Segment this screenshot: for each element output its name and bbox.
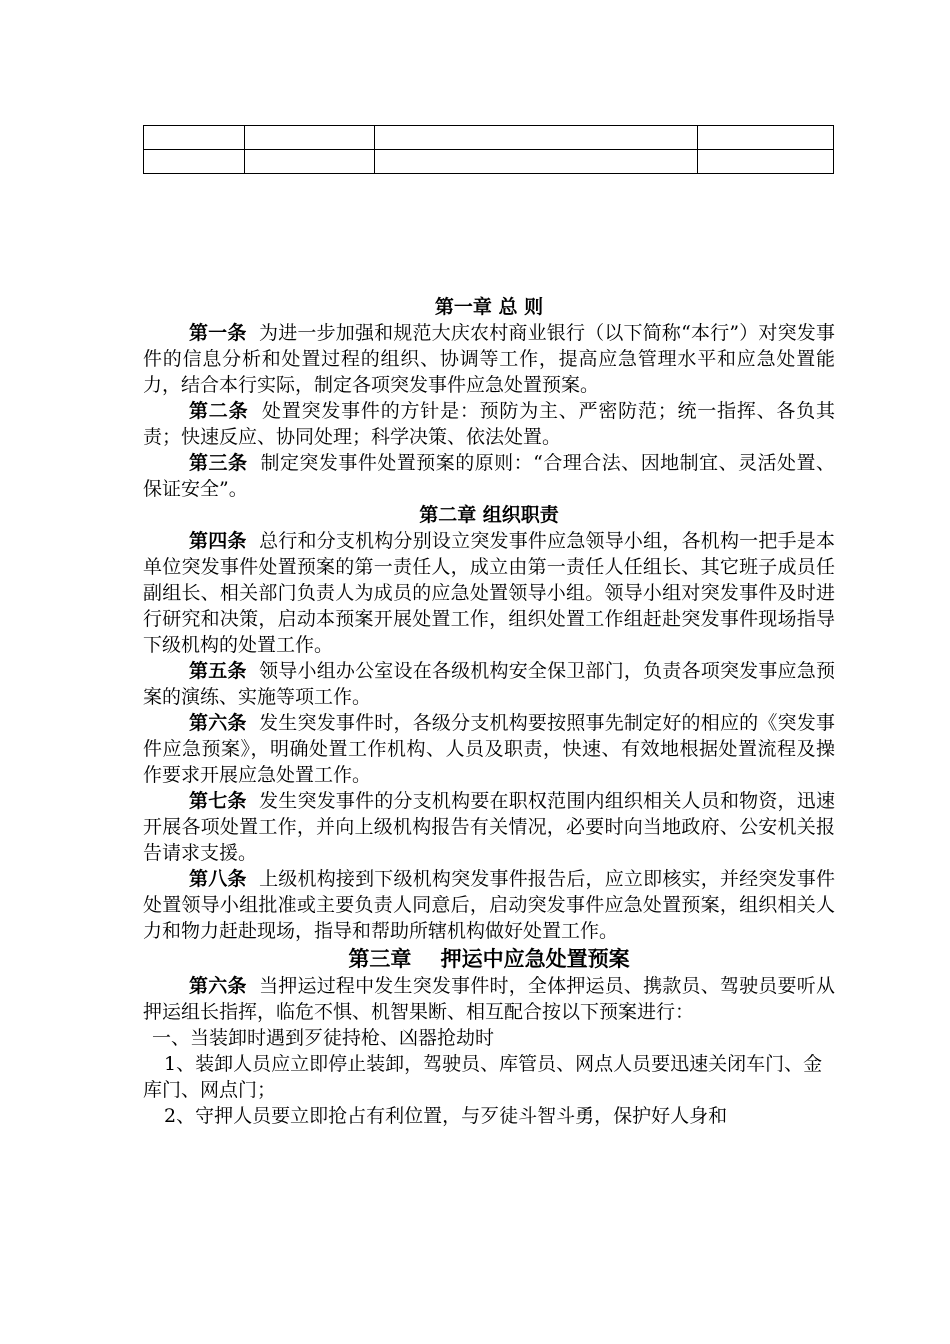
article-paragraph (143, 788, 835, 866)
article-paragraph (143, 973, 835, 1025)
table-cell (245, 150, 375, 174)
article-label: 第六条 (189, 712, 247, 734)
document-body (143, 294, 835, 1129)
article-paragraph (143, 866, 835, 944)
article-paragraph (143, 450, 835, 502)
table-row (144, 150, 834, 174)
section-heading: 一、当装卸时遇到歹徒持枪、凶器抢劫时 (152, 1027, 495, 1049)
article-paragraph (143, 710, 835, 788)
article-label: 第四条 (189, 530, 247, 552)
article-text: 发生突发事件的分支机构要在职权范围内组织相关人员和物资，迅速开展各项处置工作，并向上级机构报告有关情况，必要时向当地政府、公安机关报告请求支援。 (143, 790, 835, 864)
article-text: 领导小组办公室设在各级机构安全保卫部门，负责各项突发事应急预案的演练、实施等项工作。 (143, 660, 835, 708)
table-row (144, 126, 834, 150)
article-label: 第八条 (189, 868, 247, 890)
article-text: 总行和分支机构分别设立突发事件应急领导小组，各机构一把手是本单位突发事件处置预案的第一责任人，成立由第一责任人任组长、其它班子成员任副组长、相关部门负责人为成员的应急处置领导小组。领导小组对突发事件及时进行研究和决策，启动本预案开展处置工作，组织处置工作组赶赴突发事件现场指导下级机构的处置工作。 (143, 530, 835, 656)
header-table (143, 125, 834, 174)
article-text: 上级机构接到下级机构突发事件报告后，应立即核实，并经突发事件处置领导小组批准或主要负责人同意后，启动突发事件应急处置预案，组织相关人力和物力赶赴现场，指导和帮助所辖机构做好处置工作。 (143, 868, 835, 942)
chapter-1-title: 第一章 总 则 (434, 296, 544, 318)
article-text: 处置突发事件的方针是：预防为主、严密防范；统一指挥、各负其责；快速反应、协同处理；科学决策、依法处置。 (143, 400, 835, 448)
table-cell (698, 150, 834, 174)
article-paragraph (143, 528, 835, 658)
article-label: 第六条 (189, 975, 247, 997)
table-cell (144, 150, 245, 174)
article-text: 为进一步加强和规范大庆农村商业银行（以下简称“本行”）对突发事件的信息分析和处置过程的组织、协调等工作，提高应急管理水平和应急处置能力，结合本行实际，制定各项突发事件应急处置预案。 (143, 322, 835, 396)
table-cell (375, 126, 698, 150)
article-label: 第三条 (189, 452, 248, 474)
table-cell (144, 126, 245, 150)
chapter-3-title: 第三章 押运中应急处置预案 (348, 946, 630, 971)
article-text: 当押运过程中发生突发事件时，全体押运员、携款员、驾驶员要听从押运组长指挥，临危不惧、机智果断、相互配合按以下预案进行： (143, 975, 835, 1023)
chapter-2-title: 第二章 组织职责 (419, 504, 559, 526)
table-cell (375, 150, 698, 174)
article-text: 发生突发事件时，各级分支机构要按照事先制定好的相应的《突发事件应急预案》，明确处置工作机构、人员及职责，快速、有效地根据处置流程及操作要求开展应急处置工作。 (143, 712, 835, 786)
article-label: 第二条 (189, 400, 249, 422)
article-text: 制定突发事件处置预案的原则：“合理合法、因地制宜、灵活处置、保证安全”。 (143, 452, 835, 500)
article-label: 第五条 (189, 660, 247, 682)
article-label: 第一条 (189, 322, 247, 344)
article-label: 第七条 (189, 790, 247, 812)
article-paragraph (143, 398, 835, 450)
article-paragraph (143, 320, 835, 398)
table-cell (245, 126, 375, 150)
list-item: 1、装卸人员应立即停止装卸，驾驶员、库管员、网点人员要迅速关闭车门、金库门、网点门； (143, 1053, 823, 1101)
article-paragraph (143, 658, 835, 710)
list-item: 2、守押人员要立即抢占有利位置，与歹徒斗智斗勇，保护好人身和 (164, 1105, 728, 1127)
table-cell (698, 126, 834, 150)
